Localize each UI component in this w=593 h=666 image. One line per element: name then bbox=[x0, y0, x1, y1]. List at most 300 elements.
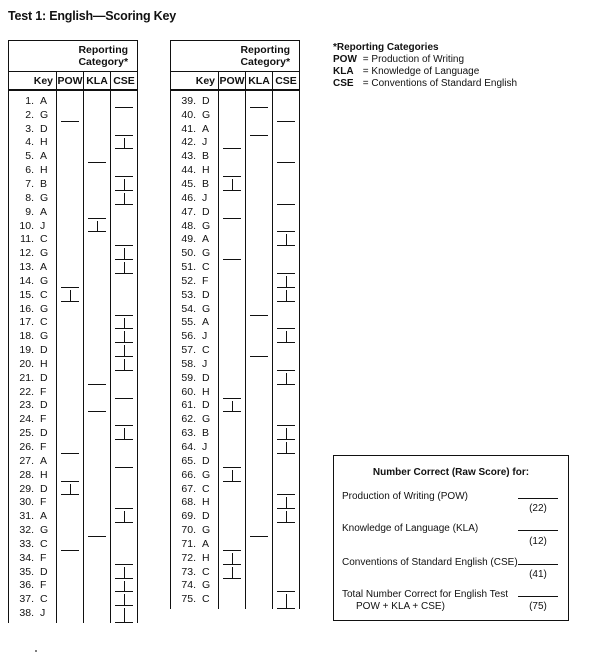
answer-row bbox=[9, 149, 138, 163]
pow-cell bbox=[219, 509, 246, 523]
answer-key-cell bbox=[171, 371, 219, 385]
pow-cell bbox=[57, 163, 84, 177]
cse-cell bbox=[111, 385, 138, 399]
question-number: 65. bbox=[181, 454, 196, 467]
kla-cell bbox=[84, 592, 111, 606]
kla-cell bbox=[246, 523, 273, 537]
category-run-bar bbox=[70, 290, 71, 301]
pow-cell bbox=[57, 412, 84, 426]
kla-cell bbox=[84, 606, 111, 623]
pow-cell bbox=[57, 357, 84, 371]
cse-cell bbox=[111, 565, 138, 579]
cse-cell bbox=[111, 537, 138, 551]
answer-letter: A bbox=[202, 316, 210, 329]
pow-cell bbox=[219, 468, 246, 482]
answer-row bbox=[9, 468, 138, 482]
question-number: 17. bbox=[19, 316, 34, 329]
answer-key-cell bbox=[171, 412, 219, 426]
answer-letter: H bbox=[202, 551, 210, 564]
answer-key-cell bbox=[9, 177, 57, 191]
answer-letter: H bbox=[40, 357, 48, 370]
question-number: 57. bbox=[181, 344, 196, 357]
pow-cell bbox=[57, 260, 84, 274]
answer-row bbox=[9, 316, 138, 330]
cse-cell bbox=[273, 90, 300, 108]
cse-cell bbox=[111, 177, 138, 191]
kla-cell bbox=[84, 149, 111, 163]
question-number: 12. bbox=[19, 247, 34, 260]
answer-letter: G bbox=[202, 247, 211, 260]
answer-row bbox=[9, 537, 138, 551]
cse-cell bbox=[273, 495, 300, 509]
answer-row bbox=[9, 426, 138, 440]
kla-score-value: (12) bbox=[529, 536, 547, 547]
cse-cell bbox=[273, 565, 300, 579]
answer-letter: D bbox=[40, 371, 48, 384]
answer-key-cell bbox=[171, 440, 219, 454]
answer-letter: D bbox=[40, 399, 48, 412]
kla-cell bbox=[246, 205, 273, 219]
answer-key-cell bbox=[9, 523, 57, 537]
answer-letter: G bbox=[202, 108, 211, 121]
pow-column-header: POW bbox=[57, 72, 84, 91]
kla-cell bbox=[84, 579, 111, 593]
question-number: 71. bbox=[181, 537, 196, 550]
cse-score-value: (41) bbox=[529, 569, 547, 580]
answer-row bbox=[9, 122, 138, 136]
category-run-bar bbox=[286, 234, 287, 245]
answer-row bbox=[171, 108, 300, 122]
cse-cell bbox=[111, 440, 138, 454]
legend-item-cse: CSE = Conventions of Standard English bbox=[333, 78, 518, 89]
kla-cell bbox=[84, 565, 111, 579]
kla-cell bbox=[84, 90, 111, 108]
answer-row bbox=[171, 385, 300, 399]
answer-letter: A bbox=[40, 205, 48, 218]
cse-cell bbox=[111, 163, 138, 177]
answer-row bbox=[9, 191, 138, 205]
category-run-bar bbox=[124, 193, 125, 204]
kla-cell bbox=[84, 274, 111, 288]
answer-key-cell bbox=[9, 329, 57, 343]
answer-row bbox=[9, 288, 138, 302]
question-number: 36. bbox=[19, 579, 34, 592]
category-run-bar bbox=[286, 373, 287, 384]
answer-key-cell bbox=[9, 399, 57, 413]
answer-letter: D bbox=[40, 122, 48, 135]
pow-cell bbox=[219, 329, 246, 343]
cse-cell bbox=[111, 412, 138, 426]
cse-cell bbox=[273, 232, 300, 246]
answer-row bbox=[9, 606, 138, 623]
answer-letter: D bbox=[202, 510, 210, 523]
answer-letter: D bbox=[202, 371, 210, 384]
question-number: 41. bbox=[181, 122, 196, 135]
cse-cell bbox=[273, 108, 300, 122]
category-run-bar bbox=[286, 428, 287, 439]
question-number: 31. bbox=[19, 510, 34, 523]
answer-row bbox=[171, 440, 300, 454]
question-number: 48. bbox=[181, 219, 196, 232]
cse-cell bbox=[111, 302, 138, 316]
answer-key-cell bbox=[171, 122, 219, 136]
question-number: 26. bbox=[19, 441, 34, 454]
answer-letter: C bbox=[40, 593, 48, 606]
cse-cell bbox=[111, 288, 138, 302]
question-number: 5. bbox=[25, 150, 34, 163]
kla-cell bbox=[84, 191, 111, 205]
category-run-bar bbox=[232, 567, 233, 578]
answer-row bbox=[9, 90, 138, 108]
cse-cell bbox=[111, 90, 138, 108]
key-column-header: Key bbox=[9, 72, 57, 91]
answer-letter: A bbox=[40, 454, 48, 467]
answer-row bbox=[171, 163, 300, 177]
question-number: 44. bbox=[181, 164, 196, 177]
answer-row bbox=[171, 371, 300, 385]
question-number: 42. bbox=[181, 136, 196, 149]
cse-score-line bbox=[518, 564, 558, 565]
pow-cell bbox=[57, 329, 84, 343]
cse-cell bbox=[111, 122, 138, 136]
cse-cell bbox=[111, 205, 138, 219]
answer-row bbox=[9, 592, 138, 606]
answer-letter: G bbox=[40, 524, 49, 537]
cse-cell bbox=[273, 454, 300, 468]
question-number: 70. bbox=[181, 524, 196, 537]
answer-row bbox=[9, 482, 138, 496]
cse-cell bbox=[273, 274, 300, 288]
category-run-bar bbox=[70, 484, 71, 495]
answer-key-cell bbox=[171, 329, 219, 343]
answer-letter: C bbox=[40, 537, 48, 550]
question-number: 30. bbox=[19, 496, 34, 509]
question-number: 8. bbox=[25, 191, 34, 204]
cse-cell bbox=[273, 468, 300, 482]
kla-cell bbox=[84, 260, 111, 274]
answer-row bbox=[9, 136, 138, 150]
answer-row bbox=[171, 205, 300, 219]
answer-letter: D bbox=[40, 344, 48, 357]
answer-row bbox=[171, 537, 300, 551]
raw-score-heading: Number Correct (Raw Score) for: bbox=[372, 467, 530, 478]
key-column-header: Key bbox=[171, 72, 219, 91]
answer-letter: F bbox=[40, 385, 47, 398]
reporting-category-header: Reporting Category* bbox=[9, 41, 138, 72]
pow-cell bbox=[57, 371, 84, 385]
pow-cell bbox=[219, 537, 246, 551]
answer-row bbox=[9, 551, 138, 565]
pow-cell bbox=[57, 579, 84, 593]
answer-letter: A bbox=[202, 233, 210, 246]
answer-letter: D bbox=[40, 427, 48, 440]
answer-key-cell bbox=[171, 523, 219, 537]
pow-cell bbox=[219, 163, 246, 177]
question-number: 62. bbox=[181, 413, 196, 426]
kla-cell bbox=[246, 232, 273, 246]
scoring-key-table-right bbox=[170, 40, 300, 609]
pow-cell bbox=[219, 122, 246, 136]
pow-cell bbox=[219, 385, 246, 399]
pow-cell bbox=[219, 440, 246, 454]
answer-row bbox=[9, 108, 138, 122]
stray-mark bbox=[35, 650, 37, 652]
cse-cell bbox=[111, 260, 138, 274]
category-run-bar bbox=[124, 608, 125, 622]
answer-row bbox=[9, 274, 138, 288]
question-number: 14. bbox=[19, 274, 34, 287]
pow-cell bbox=[219, 523, 246, 537]
kla-cell bbox=[246, 468, 273, 482]
category-run-bar bbox=[124, 318, 125, 329]
answer-key-cell bbox=[9, 260, 57, 274]
kla-cell bbox=[246, 90, 273, 108]
pow-cell bbox=[57, 205, 84, 219]
answer-letter: D bbox=[202, 205, 210, 218]
question-number: 68. bbox=[181, 496, 196, 509]
cse-cell bbox=[273, 357, 300, 371]
answer-letter: A bbox=[40, 510, 48, 523]
kla-cell bbox=[84, 246, 111, 260]
answer-row bbox=[9, 495, 138, 509]
kla-cell bbox=[84, 537, 111, 551]
question-number: 34. bbox=[19, 551, 34, 564]
cse-cell bbox=[111, 274, 138, 288]
total-score-label: Total Number Correct for English Test POW + KLA + CSE) bbox=[342, 589, 508, 612]
question-number: 55. bbox=[181, 316, 196, 329]
category-run-bar bbox=[124, 248, 125, 259]
cse-cell bbox=[273, 329, 300, 343]
answer-letter: G bbox=[40, 108, 49, 121]
category-run-bar bbox=[124, 594, 125, 605]
pow-cell bbox=[219, 246, 246, 260]
kla-cell bbox=[246, 592, 273, 609]
question-number: 64. bbox=[181, 441, 196, 454]
kla-cell bbox=[246, 537, 273, 551]
answer-row bbox=[9, 509, 138, 523]
cse-cell bbox=[273, 343, 300, 357]
question-number: 50. bbox=[181, 247, 196, 260]
category-run-bar bbox=[97, 221, 98, 232]
legend-title: *Reporting Categories bbox=[333, 42, 439, 53]
answer-row bbox=[171, 177, 300, 191]
answer-key-cell bbox=[171, 302, 219, 316]
pow-cell bbox=[219, 274, 246, 288]
answer-key-cell bbox=[9, 468, 57, 482]
cse-cell bbox=[273, 412, 300, 426]
answer-row bbox=[171, 316, 300, 330]
pow-cell bbox=[57, 606, 84, 623]
category-run-bar bbox=[286, 594, 287, 608]
legend-item-kla: KLA = Knowledge of Language bbox=[333, 66, 480, 77]
answer-row bbox=[9, 454, 138, 468]
pow-cell bbox=[57, 177, 84, 191]
answer-row bbox=[171, 288, 300, 302]
category-run-bar bbox=[232, 553, 233, 564]
pow-cell bbox=[57, 136, 84, 150]
pow-cell bbox=[219, 551, 246, 565]
pow-cell bbox=[57, 537, 84, 551]
answer-letter: H bbox=[40, 136, 48, 149]
category-run-bar bbox=[124, 179, 125, 190]
answer-row bbox=[171, 246, 300, 260]
answer-row bbox=[171, 90, 300, 108]
cse-cell bbox=[111, 592, 138, 606]
kla-cell bbox=[246, 399, 273, 413]
kla-cell bbox=[84, 357, 111, 371]
answer-letter: C bbox=[40, 233, 48, 246]
pow-cell bbox=[219, 579, 246, 593]
question-number: 38. bbox=[19, 607, 34, 620]
kla-cell bbox=[246, 385, 273, 399]
kla-cell bbox=[84, 163, 111, 177]
answer-letter: A bbox=[202, 537, 210, 550]
answer-letter: B bbox=[202, 150, 210, 163]
answer-row bbox=[171, 260, 300, 274]
answer-letter: H bbox=[40, 468, 48, 481]
answer-key-cell bbox=[9, 136, 57, 150]
cse-cell bbox=[273, 482, 300, 496]
answer-letter: J bbox=[202, 330, 208, 343]
answer-key-cell bbox=[9, 343, 57, 357]
question-number: 75. bbox=[181, 593, 196, 606]
cse-cell bbox=[273, 122, 300, 136]
question-number: 43. bbox=[181, 150, 196, 163]
legend-item-pow: POW = Production of Writing bbox=[333, 54, 465, 65]
kla-cell bbox=[246, 316, 273, 330]
cse-cell bbox=[111, 136, 138, 150]
page-title: Test 1: English—Scoring Key bbox=[8, 9, 177, 23]
question-number: 7. bbox=[25, 177, 34, 190]
kla-cell bbox=[84, 108, 111, 122]
answer-letter: D bbox=[40, 482, 48, 495]
kla-cell bbox=[84, 412, 111, 426]
answer-row bbox=[171, 302, 300, 316]
kla-cell bbox=[246, 565, 273, 579]
answer-letter: C bbox=[202, 565, 210, 578]
category-run-bar bbox=[286, 497, 287, 508]
kla-score-label: Knowledge of Language (KLA) bbox=[342, 523, 479, 534]
answer-key-cell bbox=[9, 412, 57, 426]
kla-cell bbox=[246, 454, 273, 468]
pow-cell bbox=[57, 399, 84, 413]
pow-cell bbox=[57, 246, 84, 260]
answer-row bbox=[9, 232, 138, 246]
answer-row bbox=[171, 551, 300, 565]
cse-cell bbox=[273, 288, 300, 302]
cse-cell bbox=[273, 136, 300, 150]
answer-key-cell bbox=[9, 357, 57, 371]
kla-cell bbox=[84, 468, 111, 482]
answer-key-cell bbox=[9, 454, 57, 468]
pow-cell bbox=[219, 90, 246, 108]
answer-key-cell bbox=[171, 136, 219, 150]
answer-letter: C bbox=[202, 261, 210, 274]
pow-cell bbox=[219, 232, 246, 246]
kla-cell bbox=[246, 357, 273, 371]
cse-cell bbox=[273, 551, 300, 565]
question-number: 51. bbox=[181, 261, 196, 274]
answer-key-cell bbox=[171, 579, 219, 593]
answer-row bbox=[171, 565, 300, 579]
answer-row bbox=[171, 495, 300, 509]
answer-key-cell bbox=[171, 177, 219, 191]
question-number: 21. bbox=[19, 371, 34, 384]
answer-key-cell bbox=[9, 149, 57, 163]
answer-letter: G bbox=[202, 219, 211, 232]
pow-cell bbox=[219, 454, 246, 468]
answer-row bbox=[9, 163, 138, 177]
answer-key-cell bbox=[171, 191, 219, 205]
kla-cell bbox=[84, 122, 111, 136]
answer-letter: A bbox=[40, 261, 48, 274]
question-number: 6. bbox=[25, 164, 34, 177]
pow-cell bbox=[57, 551, 84, 565]
answer-letter: C bbox=[202, 344, 210, 357]
answer-key-cell bbox=[171, 149, 219, 163]
pow-cell bbox=[219, 177, 246, 191]
pow-cell bbox=[57, 316, 84, 330]
kla-cell bbox=[246, 495, 273, 509]
answer-letter: J bbox=[202, 136, 208, 149]
answer-letter: F bbox=[40, 413, 47, 426]
answer-row bbox=[171, 136, 300, 150]
kla-cell bbox=[84, 316, 111, 330]
answer-row bbox=[171, 426, 300, 440]
question-number: 28. bbox=[19, 468, 34, 481]
answer-key-cell bbox=[9, 108, 57, 122]
pow-cell bbox=[219, 592, 246, 609]
kla-cell bbox=[84, 177, 111, 191]
kla-cell bbox=[246, 260, 273, 274]
answer-letter: F bbox=[202, 274, 209, 287]
answer-letter: G bbox=[40, 302, 49, 315]
question-number: 33. bbox=[19, 537, 34, 550]
question-number: 49. bbox=[181, 233, 196, 246]
kla-cell bbox=[84, 454, 111, 468]
pow-cell bbox=[219, 260, 246, 274]
kla-cell bbox=[246, 246, 273, 260]
answer-key-cell bbox=[9, 90, 57, 108]
answer-key-cell bbox=[171, 260, 219, 274]
category-run-bar bbox=[232, 470, 233, 481]
total-score-value: (75) bbox=[529, 601, 547, 612]
answer-key-cell bbox=[9, 440, 57, 454]
pow-score-value: (22) bbox=[529, 503, 547, 514]
cse-cell bbox=[273, 191, 300, 205]
answer-letter: G bbox=[202, 579, 211, 592]
question-number: 19. bbox=[19, 344, 34, 357]
answer-row bbox=[9, 329, 138, 343]
cse-cell bbox=[111, 149, 138, 163]
kla-cell bbox=[246, 440, 273, 454]
kla-cell bbox=[84, 288, 111, 302]
answer-letter: B bbox=[202, 177, 210, 190]
question-number: 73. bbox=[181, 565, 196, 578]
answer-key-cell bbox=[9, 191, 57, 205]
kla-cell bbox=[246, 343, 273, 357]
cse-cell bbox=[111, 551, 138, 565]
answer-letter: G bbox=[202, 468, 211, 481]
answer-letter: G bbox=[202, 302, 211, 315]
cse-cell bbox=[273, 371, 300, 385]
cse-cell bbox=[273, 149, 300, 163]
pow-cell bbox=[57, 343, 84, 357]
answer-letter: G bbox=[40, 274, 49, 287]
answer-key-cell bbox=[171, 426, 219, 440]
answer-row bbox=[171, 219, 300, 233]
kla-cell bbox=[84, 343, 111, 357]
